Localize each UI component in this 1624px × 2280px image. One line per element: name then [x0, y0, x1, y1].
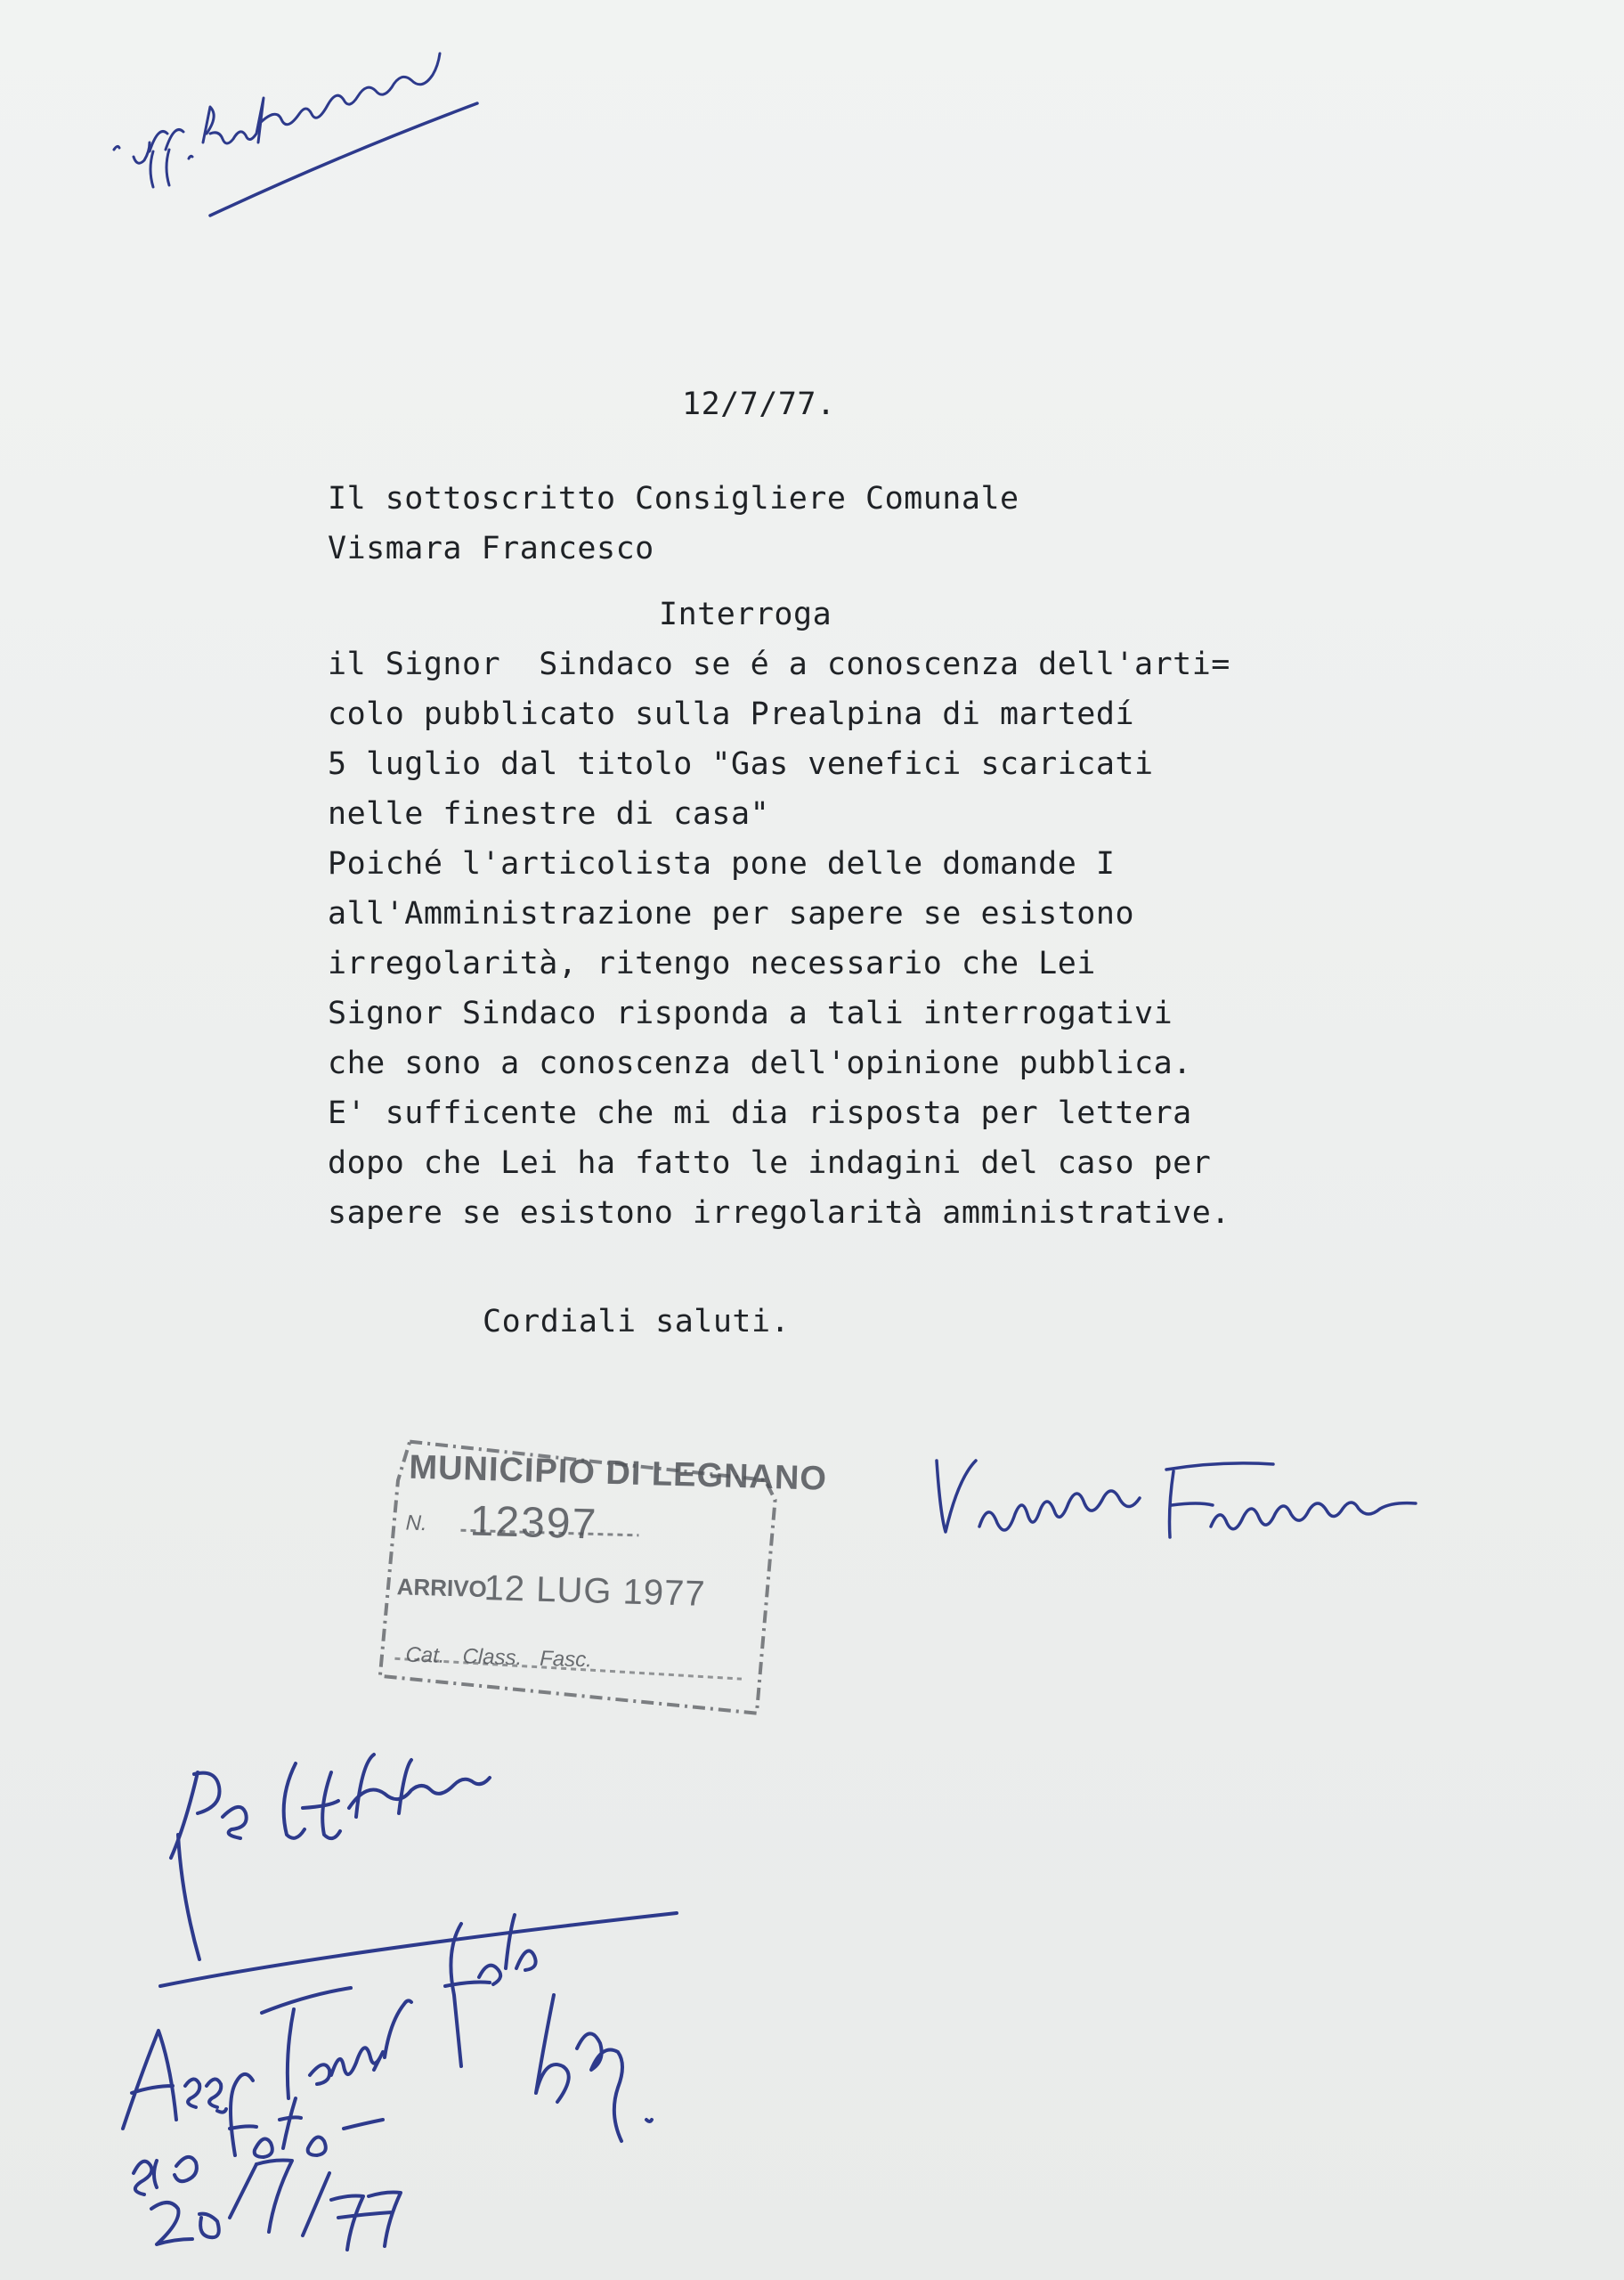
- body-line: Poiché l'articolista pone delle domande I: [328, 846, 1116, 882]
- body-line: che sono a conoscenza dell'opinione pubblica.: [328, 1046, 1192, 1081]
- stamp-classification: Cat. Class. Fasc.: [405, 1642, 593, 1673]
- body-line: irregolarità, ritengo necessario che Lei: [328, 946, 1096, 981]
- handwritten-date: [151, 2161, 401, 2251]
- handwritten-initials: [536, 1995, 652, 2141]
- handwritten-note-per-lettera: [171, 1755, 490, 1959]
- letter-heading: Interroga: [659, 597, 832, 632]
- protocol-stamp: [367, 1435, 828, 1722]
- sender-line-2: Vismara Francesco: [328, 531, 654, 566]
- stamp-number-label: N.: [405, 1510, 428, 1536]
- letter-body: [328, 639, 1230, 1238]
- stamp-title: MUNICIPIO DI LEGNANO: [408, 1448, 828, 1498]
- sender-line-1: Il sottoscritto Consigliere Comunale: [328, 481, 1019, 517]
- body-line: dopo che Lei ha fatto le indagini del caso per: [328, 1145, 1212, 1181]
- stamp-arrivo-date: 12 LUG 1977: [483, 1568, 707, 1614]
- letter-closing: Cordiali saluti.: [483, 1304, 791, 1340]
- body-line: E' sufficente che mi dia risposta per lettera: [328, 1095, 1192, 1131]
- handwritten-note-crossed: [123, 1913, 677, 2129]
- stamp-number: 12397: [469, 1497, 598, 1549]
- body-line: il Signor Sindaco se é a conoscenza dell'arti=: [328, 647, 1230, 682]
- handwritten-note-top-left: [114, 53, 477, 216]
- stamp-arrivo-label: ARRIVO: [396, 1573, 488, 1603]
- body-line: 5 luglio dal titolo "Gas venefici scaricati: [328, 746, 1154, 782]
- body-line: all'Amministrazione per sapere se esistono: [328, 896, 1135, 932]
- handwritten-note-foto: [134, 2074, 383, 2194]
- letter-date: 12/7/77.: [682, 387, 836, 422]
- body-line: colo pubblicato sulla Prealpina di martedí: [328, 696, 1135, 732]
- body-line: sapere se esistono irregolarità amministrative.: [328, 1195, 1230, 1231]
- signature: [937, 1461, 1416, 1537]
- body-line: nelle finestre di casa": [328, 796, 770, 832]
- body-line: Signor Sindaco risponda a tali interrogativi: [328, 996, 1173, 1031]
